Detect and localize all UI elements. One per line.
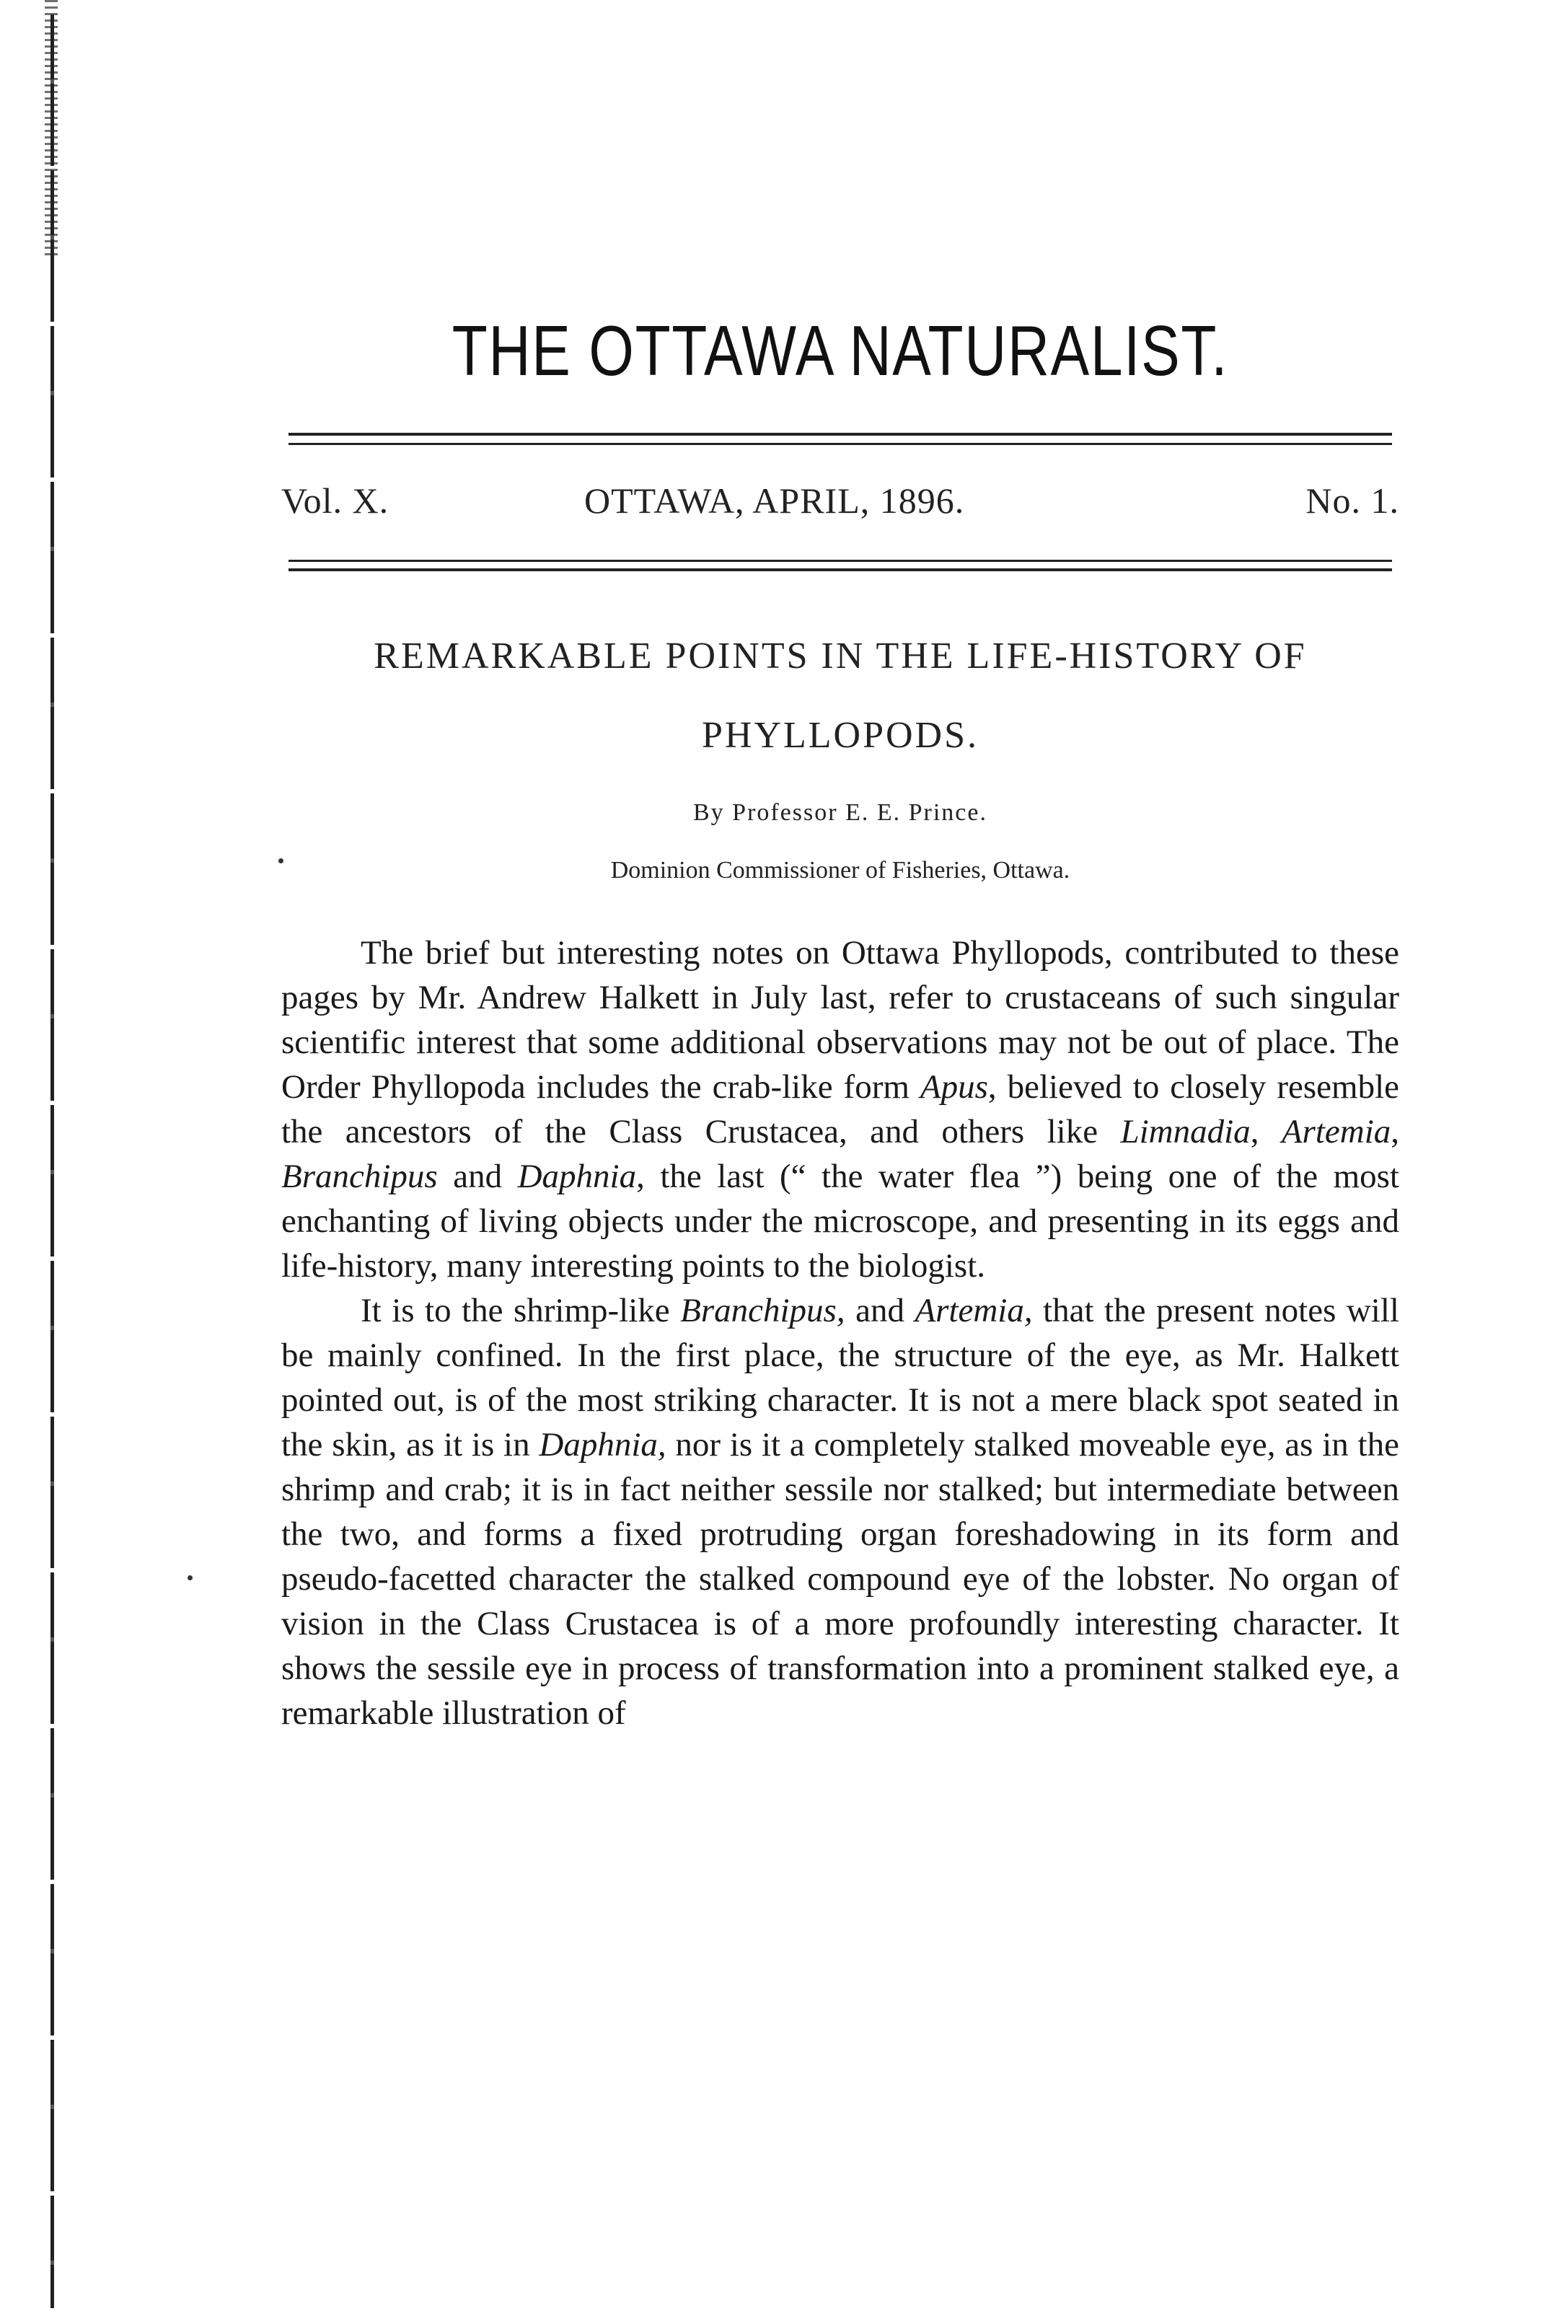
article-title-line1: REMARKABLE POINTS IN THE LIFE-HISTORY OF xyxy=(374,635,1307,677)
taxon-name: Branchipus, xyxy=(680,1292,845,1329)
ink-speck xyxy=(188,1575,193,1580)
paragraph-1 xyxy=(281,930,1399,1288)
taxon-name: Artemia xyxy=(1281,1113,1391,1150)
text-run: and xyxy=(437,1158,518,1195)
place-date: OTTAWA, APRIL, 1896. xyxy=(584,480,965,521)
byline: By Professor E. E. Prince. xyxy=(692,799,987,826)
issue-number: No. 1. xyxy=(1305,480,1399,521)
volume-label: Vol. X. xyxy=(281,480,389,521)
text-run: that the present notes will be mainly confined. In the first place, the structure of the eye, as Mr. Halkett pointed out, is of the most striking character. It is not a mere black spot seated in the skin, as it is in xyxy=(281,1292,1399,1463)
text-run: , xyxy=(1250,1113,1282,1150)
masthead-rule-top xyxy=(289,433,1392,436)
masthead: THE OTTAWA NATURALIST. xyxy=(452,311,1229,390)
binding-edge xyxy=(45,0,61,2324)
taxon-name: Apus xyxy=(920,1068,988,1106)
text-run: The brief but interesting notes on Ottawa Phyllopods, contributed to these pages by Mr. Andrew Halkett in July last, refer to crustaceans of such singular scientific interest that some additional observations may not be out of place. The Order Phyllopoda includes the crab-like form xyxy=(281,934,1399,1106)
text-run: It is to the shrimp-like xyxy=(361,1292,681,1329)
taxon-name: Branchipus xyxy=(281,1158,438,1195)
issue-rule-top xyxy=(289,560,1392,562)
affiliation: Dominion Commissioner of Fisheries, Ottawa. xyxy=(610,857,1070,884)
text-run: nor is it a completely stalked moveable eye, as in the shrimp and crab; it is in fact neither sessile nor stalked; but intermediate between the two, and forms a fixed protruding organ foreshadowing in its form and pseudo-facetted character the stalked compound eye of the lobster. No organ of vision in the Class Crustacea is of a more profoundly interesting character. It shows the sessile eye in process of transformation into a prominent stalked eye, a remarkable illustration of xyxy=(281,1426,1399,1732)
taxon-name: Limnadia xyxy=(1120,1113,1251,1150)
article-body xyxy=(281,930,1399,1735)
issue-rule-bottom xyxy=(289,568,1392,571)
paragraph-2 xyxy=(281,1288,1399,1735)
article-title-line2: PHYLLOPODS. xyxy=(701,715,979,756)
issue-line xyxy=(281,480,1399,530)
text-run: , xyxy=(1391,1113,1400,1150)
journal-page xyxy=(281,0,1399,2324)
masthead-rule-top-inner xyxy=(289,443,1392,445)
binding-edge-line xyxy=(50,14,54,2308)
taxon-name: Artemia, xyxy=(915,1292,1033,1329)
taxon-name: Daphnia xyxy=(517,1158,637,1195)
text-run: and xyxy=(845,1292,915,1329)
text-run: , the last (“ the water flea ”) being one of the most enchanting of living objects under the microscope, and presenting in its eggs and life-history, many interesting points to the biologist. xyxy=(281,1158,1399,1285)
taxon-name: Daphnia, xyxy=(539,1426,666,1463)
text-run: , believed to closely resemble the ancestors of the Class Crustacea, and others like xyxy=(281,1068,1399,1150)
